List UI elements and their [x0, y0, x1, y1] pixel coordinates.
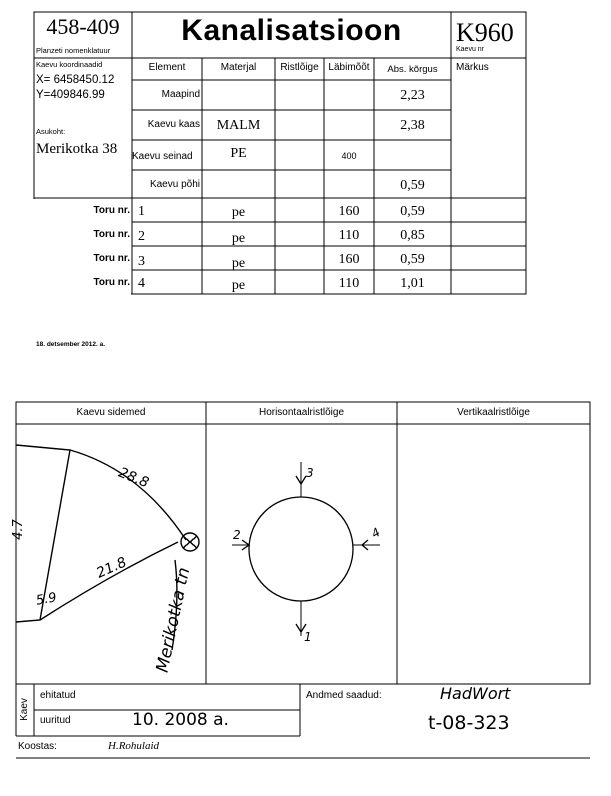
side-label: Kaev: [18, 698, 30, 721]
nomenclature: 458-409: [46, 14, 120, 39]
col-material: Materjal: [220, 62, 257, 73]
row-elevation: 2,38: [400, 118, 425, 133]
pipe-label: Toru nr.: [93, 229, 130, 240]
coord-y: Y=409846.99: [36, 89, 105, 101]
data-source-label: Andmed saadud:: [306, 690, 382, 701]
pipe-label: Toru nr.: [93, 277, 130, 288]
tie-distance-c: 5.9: [34, 590, 58, 609]
pipe-no: 3: [138, 254, 145, 269]
row-element: Kaevu põhi: [149, 179, 200, 190]
col-element: Element: [148, 62, 186, 73]
author-name: H.Rohulaid: [108, 740, 160, 752]
built-label: ehitatud: [40, 690, 76, 701]
col-horizontal-section: Horisontaalristlõige: [258, 407, 345, 418]
col-ties: Kaevu sidemed: [76, 407, 146, 418]
row-material: MALM: [216, 118, 261, 133]
coord-x: X= 6458450.12: [36, 74, 115, 86]
col-vertical-section: Vertikaalristlõige: [457, 407, 530, 418]
pipe-material: pe: [231, 231, 246, 246]
pipe-material: pe: [231, 205, 246, 220]
row-elevation: 2,23: [400, 88, 425, 103]
pipe-elevation: 0,59: [400, 204, 425, 219]
col-diameter: Läbimõõt: [328, 62, 370, 73]
page-title: Kanalisatsioon: [181, 14, 402, 47]
well-number: K960: [456, 18, 514, 47]
pipe-diameter: 160: [338, 204, 360, 219]
col-remarks: Märkus: [456, 62, 489, 73]
tie-distance-b: 21.8: [94, 554, 130, 582]
pipe-material: pe: [231, 278, 246, 293]
pipe-direction-4: 4: [369, 525, 383, 541]
pipe-diameter: 110: [338, 276, 360, 291]
pipe-direction-2: 2: [233, 528, 241, 542]
data-source-code: t-08-323: [428, 712, 510, 734]
pipe-elevation: 0,85: [400, 228, 425, 243]
pipe-elevation: 0,59: [400, 252, 425, 267]
location: Merikotka 38: [36, 141, 118, 157]
pipe-diameter: 160: [338, 252, 360, 267]
pipe-label: Toru nr.: [93, 205, 130, 216]
renewed-label: uuritud: [40, 715, 71, 726]
data-source-value: HadWort: [440, 684, 511, 703]
author-label: Koostas:: [18, 741, 57, 752]
pipe-diameter: 110: [338, 228, 360, 243]
pipe-no: 2: [138, 229, 145, 244]
pipe-no: 1: [138, 204, 145, 219]
well-number-label: Kaevu nr: [456, 46, 485, 53]
pipe-direction-3: 3: [306, 466, 314, 480]
row-element: Kaevu kaas: [147, 119, 200, 130]
horizontal-section: [232, 462, 380, 636]
row-diameter: 400: [341, 151, 357, 161]
col-elevation: Abs. kõrgus: [387, 64, 438, 75]
row-element: Maapind: [161, 89, 200, 100]
tie-distance-a: 28.8: [116, 464, 152, 492]
pipe-label: Toru nr.: [93, 253, 130, 264]
nomenclature-label: Planzeti nomenklatuur: [36, 46, 111, 55]
col-cross-section: Ristlõige: [280, 62, 319, 73]
row-element: Kaevu seinad: [132, 151, 193, 162]
pipe-no: 4: [138, 276, 145, 291]
date-note: 18. detsember 2012. a.: [36, 341, 106, 348]
coords-label: Kaevu koordinaadid: [36, 60, 103, 69]
street-name: Merikotka tn: [152, 565, 195, 675]
location-label: Asukoht:: [36, 127, 66, 136]
pipe-direction-1: 1: [304, 630, 312, 644]
row-elevation: 0,59: [400, 178, 425, 193]
tie-distance-d: 4.7: [10, 519, 26, 540]
renewed-date: 10. 2008 a.: [132, 710, 229, 730]
pipe-material: pe: [231, 256, 246, 271]
row-material: PE: [230, 146, 247, 161]
pipe-elevation: 1,01: [400, 276, 425, 291]
